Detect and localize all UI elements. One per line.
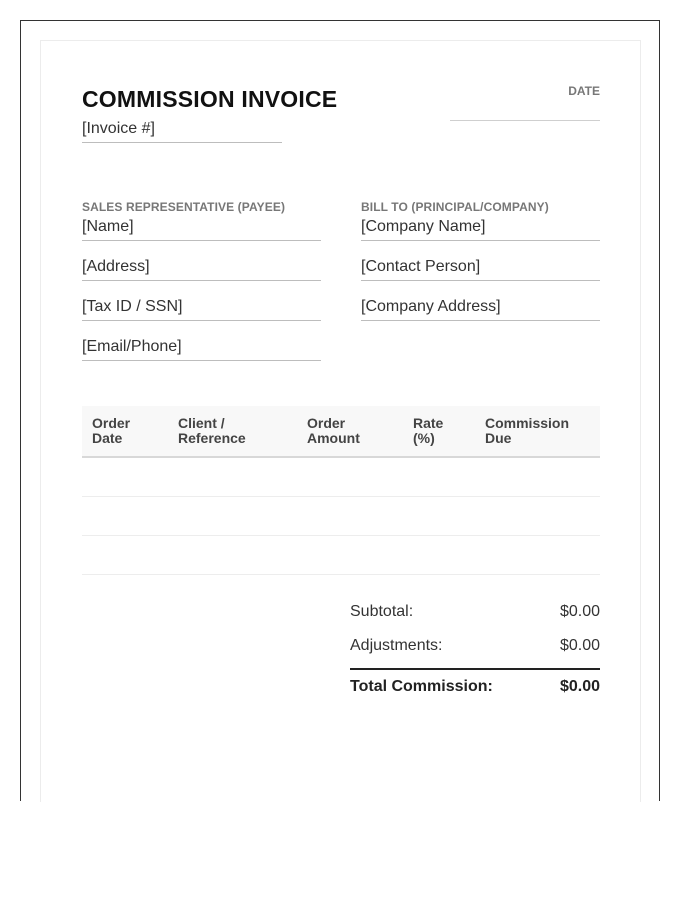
payee-section-label: SALES REPRESENTATIVE (PAYEE) [82,200,286,214]
company-address-field[interactable]: [Company Address] [361,298,600,321]
commission-table [82,406,600,575]
total-label: Total Commission: [350,678,493,695]
table-row[interactable] [82,497,600,536]
adjustments-label: Adjustments: [350,637,443,654]
contact-person-field[interactable]: [Contact Person] [361,258,600,281]
header-commission-due: Commission Due [485,415,570,446]
table-header [82,406,600,458]
bill-to-section-label: BILL TO (PRINCIPAL/COMPANY) [361,200,549,214]
header-order-date: Order Date [92,415,131,446]
subtotal-label: Subtotal: [350,603,414,620]
adjustments-value: $0.00 [559,637,600,654]
date-label: DATE [568,84,600,98]
total-divider [350,668,600,670]
table-row[interactable] [82,458,600,497]
payee-tax-id-field[interactable]: [Tax ID / SSN] [82,298,321,321]
payee-contact-field[interactable]: [Email/Phone] [82,338,321,361]
total-value: $0.00 [559,678,600,695]
payee-name-field[interactable]: [Name] [82,218,321,241]
payee-address-field[interactable]: [Address] [82,258,321,281]
invoice-number-field[interactable]: [Invoice #] [82,120,282,143]
header-order-amount: Order Amount [307,415,360,446]
subtotal-value: $0.00 [559,603,600,620]
company-name-field[interactable]: [Company Name] [361,218,600,241]
header-rate: Rate (%) [413,415,444,446]
table-row[interactable] [82,536,600,575]
date-field[interactable] [450,104,600,121]
invoice-title: COMMISSION INVOICE [82,86,338,112]
header-client-reference: Client / Reference [178,415,246,446]
